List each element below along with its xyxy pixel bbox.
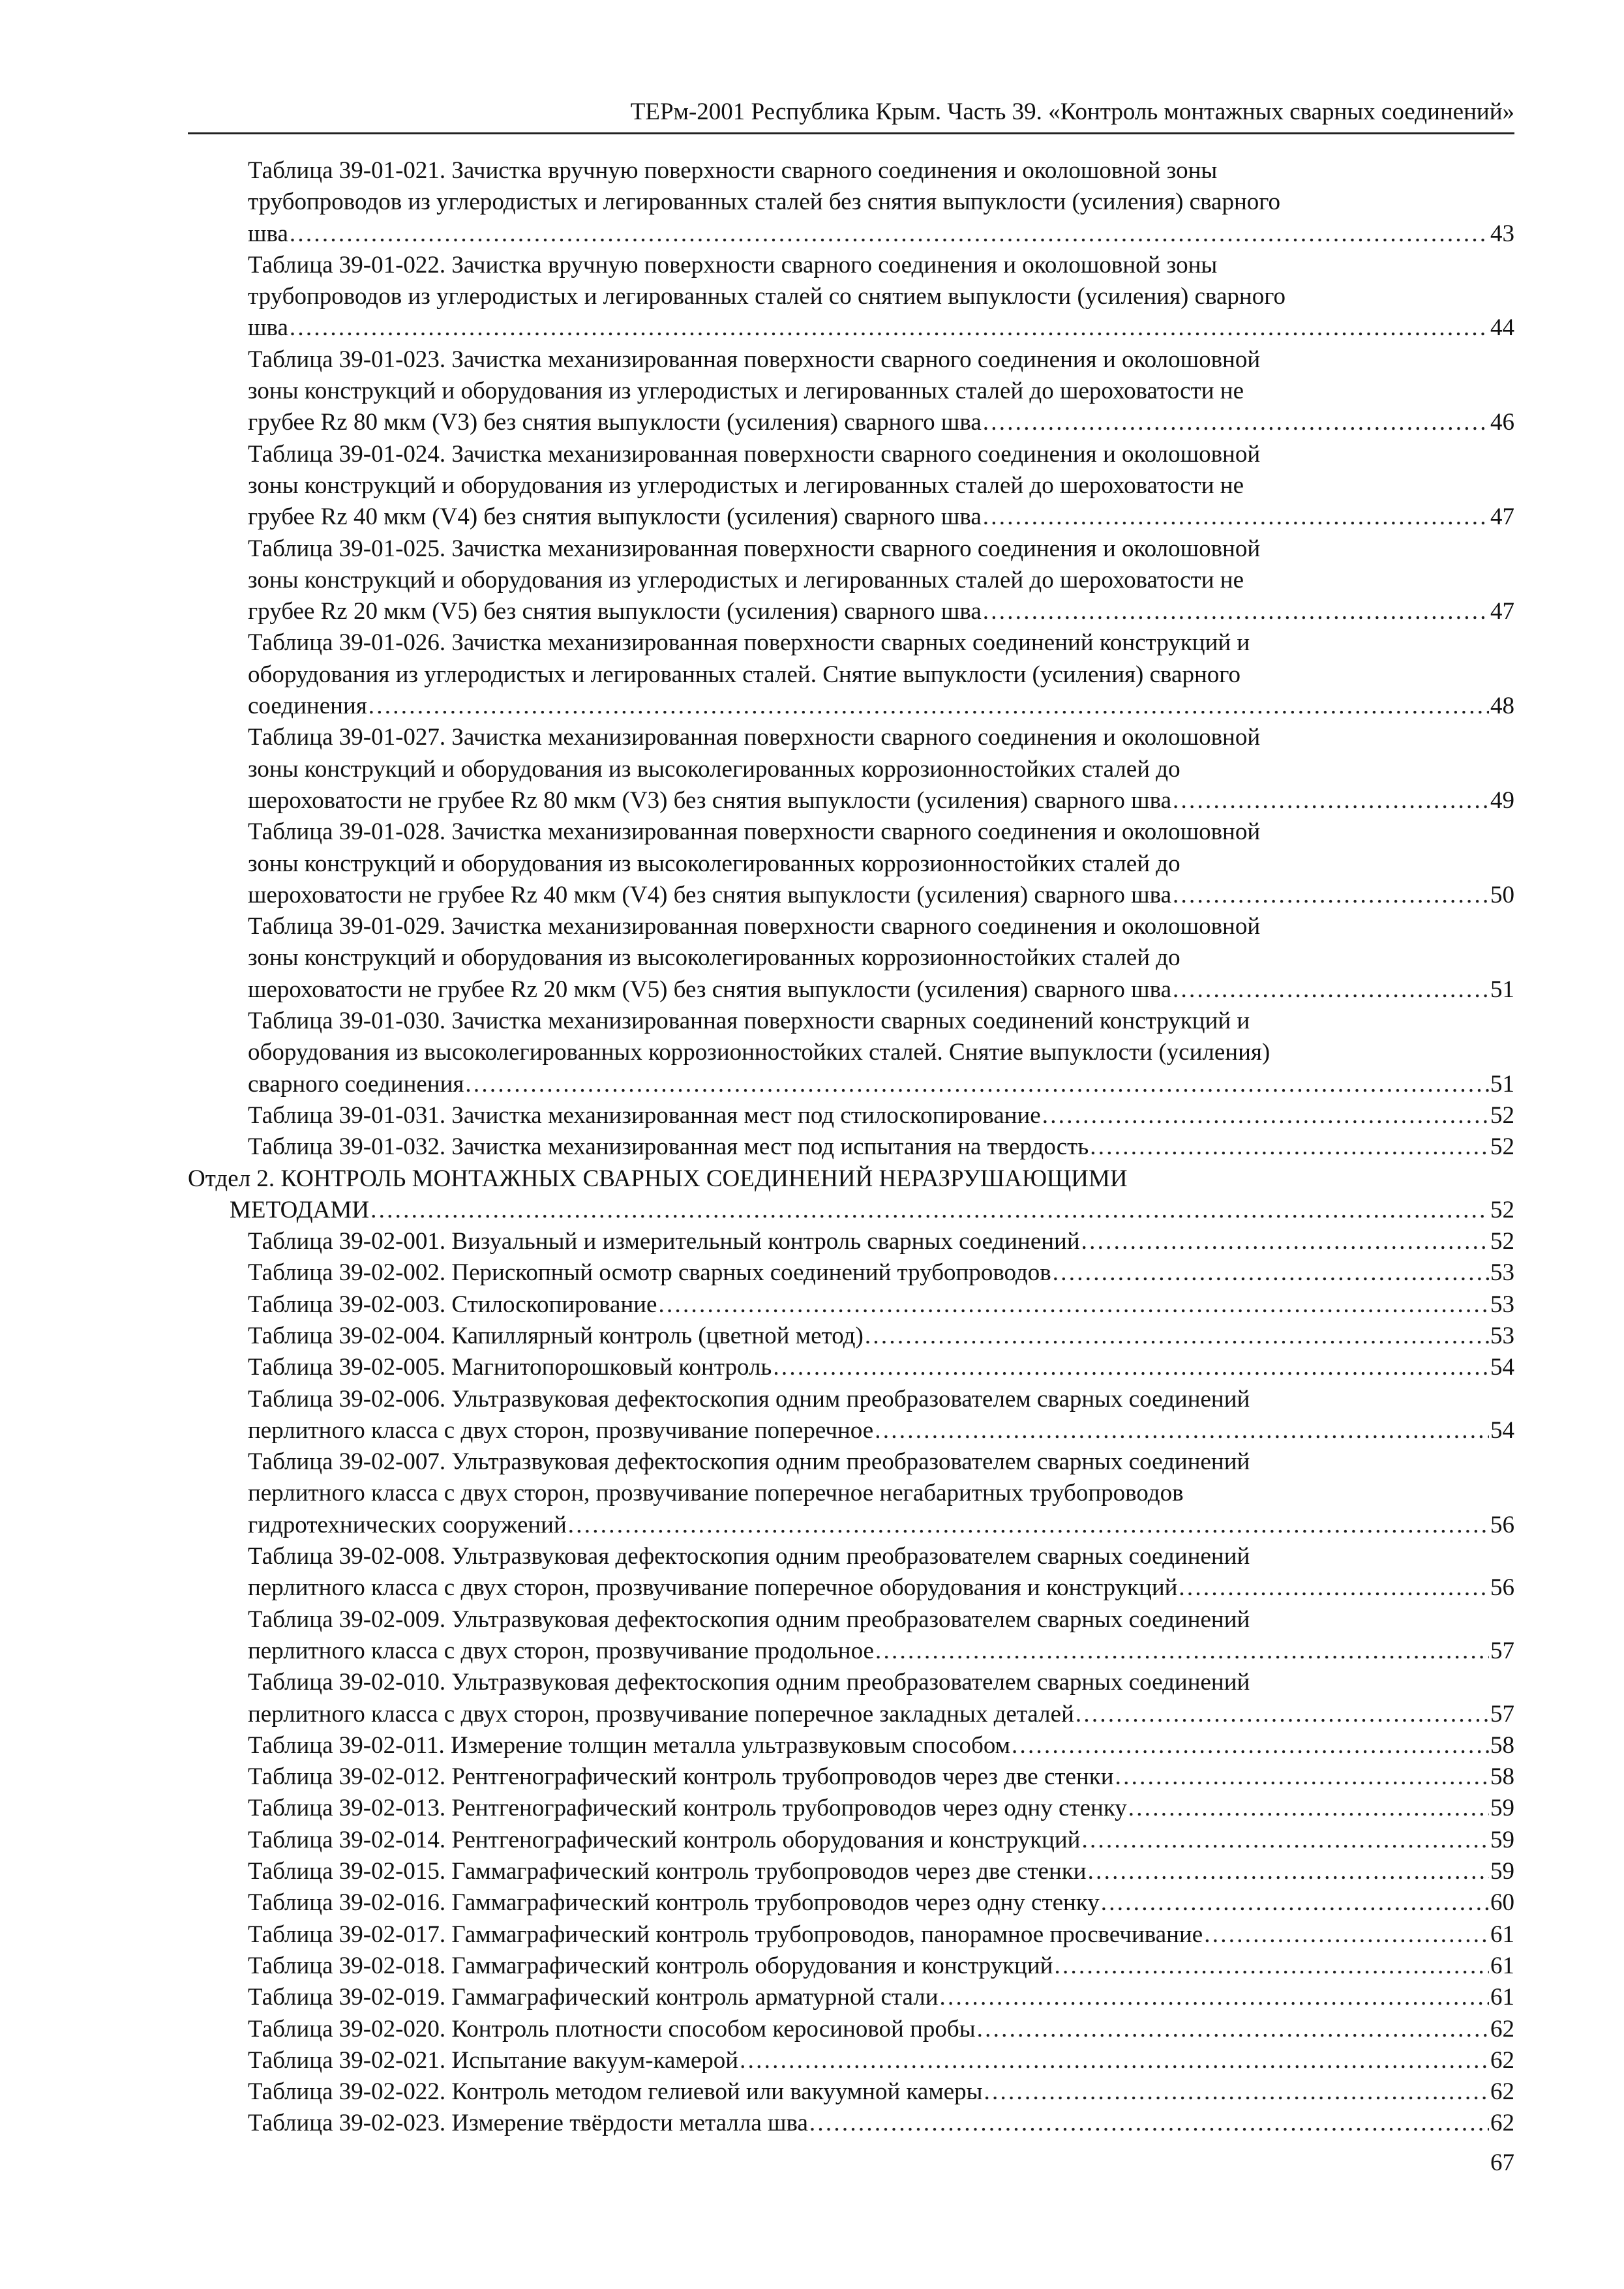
toc-entry-last-line [248, 1352, 1514, 1383]
toc-entry[interactable] [188, 2014, 1514, 2045]
toc-entry-title: Таблица 39-01-032. Зачистка механизированная мест под испытания на твердость [248, 1133, 1089, 1161]
table-of-contents [188, 155, 1514, 2140]
dot-leader [983, 596, 1489, 627]
dot-leader [740, 2045, 1489, 2076]
toc-entry-last-line [248, 407, 1514, 438]
toc-entry[interactable] [188, 1446, 1514, 1541]
toc-page-number: 51 [1490, 976, 1514, 1003]
toc-entry[interactable] [188, 1289, 1514, 1321]
dot-leader [977, 2014, 1489, 2045]
toc-page-number: 47 [1490, 503, 1514, 531]
dot-leader [290, 218, 1489, 250]
toc-entry-line: Таблица 39-01-022. Зачистка вручную поверхности сварного соединения и околошовной зоны [248, 251, 1218, 278]
toc-entry-line: Таблица 39-02-006. Ультразвуковая дефектоскопия одним преобразователем сварных соединений [248, 1385, 1250, 1413]
dot-leader [983, 501, 1489, 533]
toc-page-number: 61 [1490, 1952, 1514, 1979]
toc-entry-title: Таблица 39-02-002. Перископный осмотр сварных соединений трубопроводов [248, 1259, 1051, 1287]
toc-entry-title: шероховатости не грубее Rz 80 мкм (V3) без снятия выпуклости (усиления) сварного шва [248, 786, 1171, 814]
toc-entry-title: шва [248, 220, 288, 247]
toc-entry-line: Таблица 39-02-007. Ультразвуковая дефектоскопия одним преобразователем сварных соединений [248, 1448, 1250, 1476]
toc-entry-title: соединения [248, 693, 367, 720]
toc-entry-last-line [248, 1069, 1514, 1100]
toc-page-number: 53 [1490, 1259, 1514, 1287]
toc-entry-last-line [248, 1289, 1514, 1321]
toc-page-number: 47 [1490, 598, 1514, 625]
toc-entry-last-line [248, 880, 1514, 911]
toc-entry-last-line [248, 1572, 1514, 1604]
toc-page-number: 62 [1490, 2078, 1514, 2106]
dot-leader [983, 407, 1489, 438]
toc-entry-title: Таблица 39-02-013. Рентгенографический контроль трубопроводов через одну стенку [248, 1795, 1127, 1822]
dot-leader [1075, 1699, 1489, 1730]
toc-entry-line: перлитного класса с двух сторон, прозвучивание поперечное негабаритных трубопроводов [248, 1480, 1184, 1507]
toc-entry[interactable] [188, 911, 1514, 1006]
toc-entry-title: Таблица 39-02-023. Измерение твёрдости металла шва [248, 2110, 808, 2137]
toc-page-number: 62 [1490, 2015, 1514, 2042]
toc-page-number: 59 [1490, 1858, 1514, 1885]
toc-page-number: 53 [1490, 1322, 1514, 1349]
toc-entry-last-line [248, 1793, 1514, 1824]
toc-entry[interactable] [188, 816, 1514, 911]
toc-entry-title: Таблица 39-02-018. Гаммаграфический контроль оборудования и конструкций [248, 1952, 1053, 1979]
toc-entry[interactable] [188, 1793, 1514, 1824]
toc-entry-title: Таблица 39-02-015. Гаммаграфический контроль трубопроводов через две стенки [248, 1858, 1087, 1885]
toc-page-number: 61 [1490, 1984, 1514, 2011]
toc-page-number: 61 [1490, 1921, 1514, 1948]
toc-entry-title: Таблица 39-02-020. Контроль плотности способом керосиновой пробы [248, 2015, 976, 2042]
toc-entry[interactable] [188, 2108, 1514, 2139]
toc-page-number: 59 [1490, 1826, 1514, 1853]
toc-entry[interactable] [188, 1321, 1514, 1352]
toc-entry-line: Таблица 39-02-010. Ультразвуковая дефектоскопия одним преобразователем сварных соединений [248, 1669, 1250, 1696]
toc-page-number: 58 [1490, 1763, 1514, 1791]
toc-entry[interactable] [188, 250, 1514, 344]
toc-entry-line: зоны конструкций и оборудования из высоколегированных коррозионностойких сталей до [248, 755, 1180, 783]
toc-entry-line: Таблица 39-01-028. Зачистка механизированная поверхности сварного соединения и околошовной [248, 818, 1261, 846]
toc-entry[interactable] [188, 1825, 1514, 1856]
toc-entry-title: гидротехнических сооружений [248, 1511, 567, 1538]
toc-entry-line: Таблица 39-02-008. Ультразвуковая дефектоскопия одним преобразователем сварных соединений [248, 1543, 1250, 1570]
dot-leader [1088, 1856, 1489, 1887]
toc-entry-title: шва [248, 314, 288, 342]
toc-page-number: 58 [1490, 1731, 1514, 1759]
toc-entry-title: Таблица 39-02-014. Рентгенографический контроль оборудования и конструкций [248, 1826, 1081, 1853]
dot-leader [1054, 1951, 1489, 1982]
dot-leader [809, 2108, 1489, 2139]
toc-entry-title: Таблица 39-02-019. Гаммаграфический контроль арматурной стали [248, 1984, 939, 2011]
toc-entry-last-line [248, 691, 1514, 722]
toc-entry-last-line [248, 501, 1514, 533]
toc-entry-title: Таблица 39-02-012. Рентгенографический контроль трубопроводов через две стенки [248, 1763, 1114, 1791]
toc-entry-line: зоны конструкций и оборудования из высоколегированных коррозионностойких сталей до [248, 944, 1180, 972]
toc-entry-last-line [248, 1321, 1514, 1352]
toc-entry[interactable] [188, 1006, 1514, 1100]
dot-leader [940, 1982, 1489, 2013]
toc-entry[interactable] [188, 1384, 1514, 1447]
toc-entry-line: Таблица 39-01-027. Зачистка механизированная поверхности сварного соединения и околошовной [248, 724, 1261, 751]
toc-entry[interactable] [188, 1919, 1514, 1951]
toc-entry-last-line [248, 1226, 1514, 1257]
dot-leader [568, 1510, 1489, 1541]
toc-entry-last-line [248, 1761, 1514, 1793]
toc-entry[interactable] [188, 1951, 1514, 1982]
toc-entry-title: Таблица 39-02-003. Стилоскопирование [248, 1291, 657, 1318]
dot-leader [1204, 1919, 1489, 1951]
toc-entry-last-line [248, 1730, 1514, 1761]
toc-entry[interactable] [188, 1982, 1514, 2013]
dot-leader [773, 1352, 1489, 1383]
dot-leader [1173, 785, 1489, 816]
toc-entry-last-line [248, 2076, 1514, 2108]
toc-page-number: 50 [1490, 881, 1514, 908]
toc-entry-line: Отдел 2. КОНТРОЛЬ МОНТАЖНЫХ СВАРНЫХ СОЕДИНЕНИЙ НЕРАЗРУШАЮЩИМИ [188, 1165, 1128, 1192]
toc-entry-line: Таблица 39-01-026. Зачистка механизированная поверхности сварных соединений конструкций и [248, 629, 1250, 657]
toc-entry[interactable] [188, 439, 1514, 533]
toc-page-number: 60 [1490, 1889, 1514, 1917]
toc-page-number: 46 [1490, 409, 1514, 436]
dot-leader [290, 312, 1489, 344]
toc-entry-last-line [248, 1982, 1514, 2013]
toc-page-number: 52 [1490, 1133, 1514, 1161]
toc-page-number: 54 [1490, 1416, 1514, 1444]
toc-entry-title: перлитного класса с двух сторон, прозвучивание поперечное оборудования и конструкций [248, 1574, 1178, 1602]
toc-entry-title: Таблица 39-02-016. Гаммаграфический контроль трубопроводов через одну стенку [248, 1889, 1100, 1917]
toc-entry-last-line [248, 2108, 1514, 2139]
toc-entry-title: Таблица 39-01-031. Зачистка механизированная мест под стилоскопирование [248, 1101, 1041, 1129]
toc-page-number: 56 [1490, 1511, 1514, 1538]
toc-page-number: 57 [1490, 1700, 1514, 1728]
toc-entry-line: зоны конструкций и оборудования из высоколегированных коррозионностойких сталей до [248, 850, 1180, 877]
page-number: 67 [1490, 2149, 1514, 2176]
toc-entry-last-line [248, 1825, 1514, 1856]
toc-entry-title: перлитного класса с двух сторон, прозвучивание поперечное закладных деталей [248, 1700, 1074, 1728]
toc-entry[interactable] [188, 1257, 1514, 1289]
dot-leader [875, 1415, 1489, 1446]
dot-leader [370, 1195, 1489, 1226]
toc-entry-title: Таблица 39-02-022. Контроль методом гелиевой или вакуумной камеры [248, 2078, 983, 2106]
toc-entry-line: Таблица 39-01-029. Зачистка механизированная поверхности сварного соединения и околошовной [248, 913, 1261, 940]
toc-entry-title: грубее Rz 40 мкм (V4) без снятия выпуклости (усиления) сварного шва [248, 503, 982, 531]
header-title: ТЕРм-2001 Республика Крым. Часть 39. «Контроль монтажных сварных соединений» [630, 98, 1514, 125]
toc-entry[interactable] [188, 627, 1514, 722]
toc-entry-title: Таблица 39-02-004. Капиллярный контроль (цветной метод) [248, 1322, 864, 1349]
toc-entry-line: Таблица 39-01-024. Зачистка механизированная поверхности сварного соединения и околошовной [248, 440, 1261, 468]
toc-entry-line: Таблица 39-01-021. Зачистка вручную поверхности сварного соединения и околошовной зоны [248, 157, 1218, 184]
toc-entry-last-line [188, 1195, 1514, 1226]
toc-entry-title: шероховатости не грубее Rz 20 мкм (V5) без снятия выпуклости (усиления) сварного шва [248, 976, 1171, 1003]
toc-page-number: 56 [1490, 1574, 1514, 1602]
toc-entry-last-line [248, 1699, 1514, 1730]
toc-page-number: 53 [1490, 1291, 1514, 1318]
toc-page-number: 49 [1490, 786, 1514, 814]
dot-leader [875, 1636, 1489, 1667]
toc-entry-last-line [248, 1887, 1514, 1919]
toc-page-number: 52 [1490, 1228, 1514, 1255]
toc-page-number: 54 [1490, 1354, 1514, 1381]
toc-entry-last-line [248, 1919, 1514, 1951]
toc-entry[interactable] [188, 533, 1514, 628]
toc-entry[interactable] [188, 1856, 1514, 1887]
toc-page-number: 57 [1490, 1637, 1514, 1664]
dot-leader [984, 2076, 1489, 2108]
toc-entry-line: Таблица 39-01-030. Зачистка механизированная поверхности сварных соединений конструкций и [248, 1008, 1250, 1035]
toc-entry[interactable] [188, 722, 1514, 816]
toc-page-number: 62 [1490, 2110, 1514, 2137]
toc-entry-last-line [248, 1951, 1514, 1982]
toc-entry[interactable] [188, 1604, 1514, 1668]
dot-leader [1128, 1793, 1489, 1824]
toc-entry-line: зоны конструкций и оборудования из углеродистых и легированных сталей до шероховатости не [248, 566, 1244, 593]
toc-page-number: 59 [1490, 1795, 1514, 1822]
toc-entry-title: перлитного класса с двух сторон, прозвучивание поперечное [248, 1416, 874, 1444]
toc-entry-title: Таблица 39-02-001. Визуальный и измерительный контроль сварных соединений [248, 1228, 1080, 1255]
dot-leader [658, 1289, 1489, 1321]
toc-entry-last-line [248, 2045, 1514, 2076]
toc-entry[interactable] [188, 1887, 1514, 1919]
toc-entry[interactable] [188, 1730, 1514, 1761]
toc-entry[interactable] [188, 1131, 1514, 1163]
toc-entry[interactable] [188, 2045, 1514, 2076]
dot-leader [465, 1069, 1489, 1100]
dot-leader [368, 691, 1489, 722]
toc-section-entry[interactable] [188, 1163, 1514, 1227]
dot-leader [1101, 1887, 1489, 1919]
toc-entry[interactable] [188, 1761, 1514, 1793]
toc-page-number: 52 [1490, 1101, 1514, 1129]
toc-page-number: 43 [1490, 220, 1514, 247]
toc-entry-line: зоны конструкций и оборудования из углеродистых и легированных сталей до шероховатости не [248, 471, 1244, 499]
toc-entry-last-line [248, 785, 1514, 816]
toc-entry-last-line [248, 596, 1514, 627]
toc-entry-last-line [248, 1636, 1514, 1667]
toc-page-number: 44 [1490, 314, 1514, 342]
toc-entry-title: Таблица 39-02-021. Испытание вакуум-камерой [248, 2046, 739, 2074]
toc-entry-last-line [248, 1100, 1514, 1131]
toc-entry-line: трубопроводов из углеродистых и легированных сталей со снятием выпуклости (усиления) сварного [248, 283, 1286, 310]
toc-entry-title: Таблица 39-02-011. Измерение толщин металла ультразвуковым способом [248, 1731, 1011, 1759]
toc-page-number: 52 [1490, 1196, 1514, 1223]
toc-entry-title: грубее Rz 80 мкм (V3) без снятия выпуклости (усиления) сварного шва [248, 409, 982, 436]
toc-entry-line: трубопроводов из углеродистых и легированных сталей без снятия выпуклости (усиления) сварного [248, 188, 1281, 216]
toc-entry-last-line [248, 1856, 1514, 1887]
toc-entry-title: перлитного класса с двух сторон, прозвучивание продольное [248, 1637, 874, 1664]
dot-leader [1115, 1761, 1489, 1793]
toc-entry-line: зоны конструкций и оборудования из углеродистых и легированных сталей до шероховатости не [248, 378, 1244, 405]
toc-entry-title: Таблица 39-02-017. Гаммаграфический контроль трубопроводов, панорамное просвечивание [248, 1921, 1203, 1948]
toc-entry-title: МЕТОДАМИ [230, 1196, 370, 1223]
dot-leader [1173, 974, 1489, 1006]
toc-entry-title: Таблица 39-02-005. Магнитопорошковый контроль [248, 1354, 772, 1381]
toc-entry[interactable] [188, 155, 1514, 250]
toc-entry-last-line [248, 1257, 1514, 1289]
toc-entry[interactable] [188, 344, 1514, 439]
dot-leader [1173, 880, 1489, 911]
toc-entry-last-line [248, 1131, 1514, 1163]
toc-entry[interactable] [188, 2076, 1514, 2108]
toc-page-number: 48 [1490, 693, 1514, 720]
toc-entry-line: Таблица 39-02-009. Ультразвуковая дефектоскопия одним преобразователем сварных соединений [248, 1606, 1250, 1633]
toc-entry-line: оборудования из высоколегированных коррозионностойких сталей. Снятие выпуклости (усиления) [248, 1039, 1271, 1066]
toc-entry[interactable] [188, 1541, 1514, 1604]
page-header [188, 95, 1514, 134]
dot-leader [1179, 1572, 1489, 1604]
dot-leader [1081, 1825, 1489, 1856]
toc-entry-title: сварного соединения [248, 1070, 464, 1098]
toc-entry-last-line [248, 2014, 1514, 2045]
toc-page-number: 51 [1490, 1070, 1514, 1098]
dot-leader [1081, 1226, 1489, 1257]
toc-page-number: 62 [1490, 2046, 1514, 2074]
dot-leader [1012, 1730, 1489, 1761]
toc-entry[interactable] [188, 1100, 1514, 1131]
toc-entry-last-line [248, 312, 1514, 344]
toc-entry-line: оборудования из углеродистых и легированных сталей. Снятие выпуклости (усиления) сварного [248, 661, 1241, 688]
toc-entry[interactable] [188, 1667, 1514, 1730]
toc-entry-title: грубее Rz 20 мкм (V5) без снятия выпуклости (усиления) сварного шва [248, 598, 982, 625]
toc-entry[interactable] [188, 1352, 1514, 1383]
toc-entry-line: Таблица 39-01-025. Зачистка механизированная поверхности сварного соединения и околошовной [248, 535, 1261, 562]
toc-entry-last-line [248, 974, 1514, 1006]
dot-leader [1042, 1100, 1489, 1131]
dot-leader [1053, 1257, 1489, 1289]
dot-leader [865, 1321, 1489, 1352]
dot-leader [1090, 1131, 1489, 1163]
toc-entry-last-line [248, 1510, 1514, 1541]
toc-entry-line: Таблица 39-01-023. Зачистка механизированная поверхности сварного соединения и околошовной [248, 346, 1261, 373]
toc-entry[interactable] [188, 1226, 1514, 1257]
toc-entry-last-line [248, 1415, 1514, 1446]
toc-entry-title: шероховатости не грубее Rz 40 мкм (V4) без снятия выпуклости (усиления) сварного шва [248, 881, 1171, 908]
toc-entry-last-line [248, 218, 1514, 250]
